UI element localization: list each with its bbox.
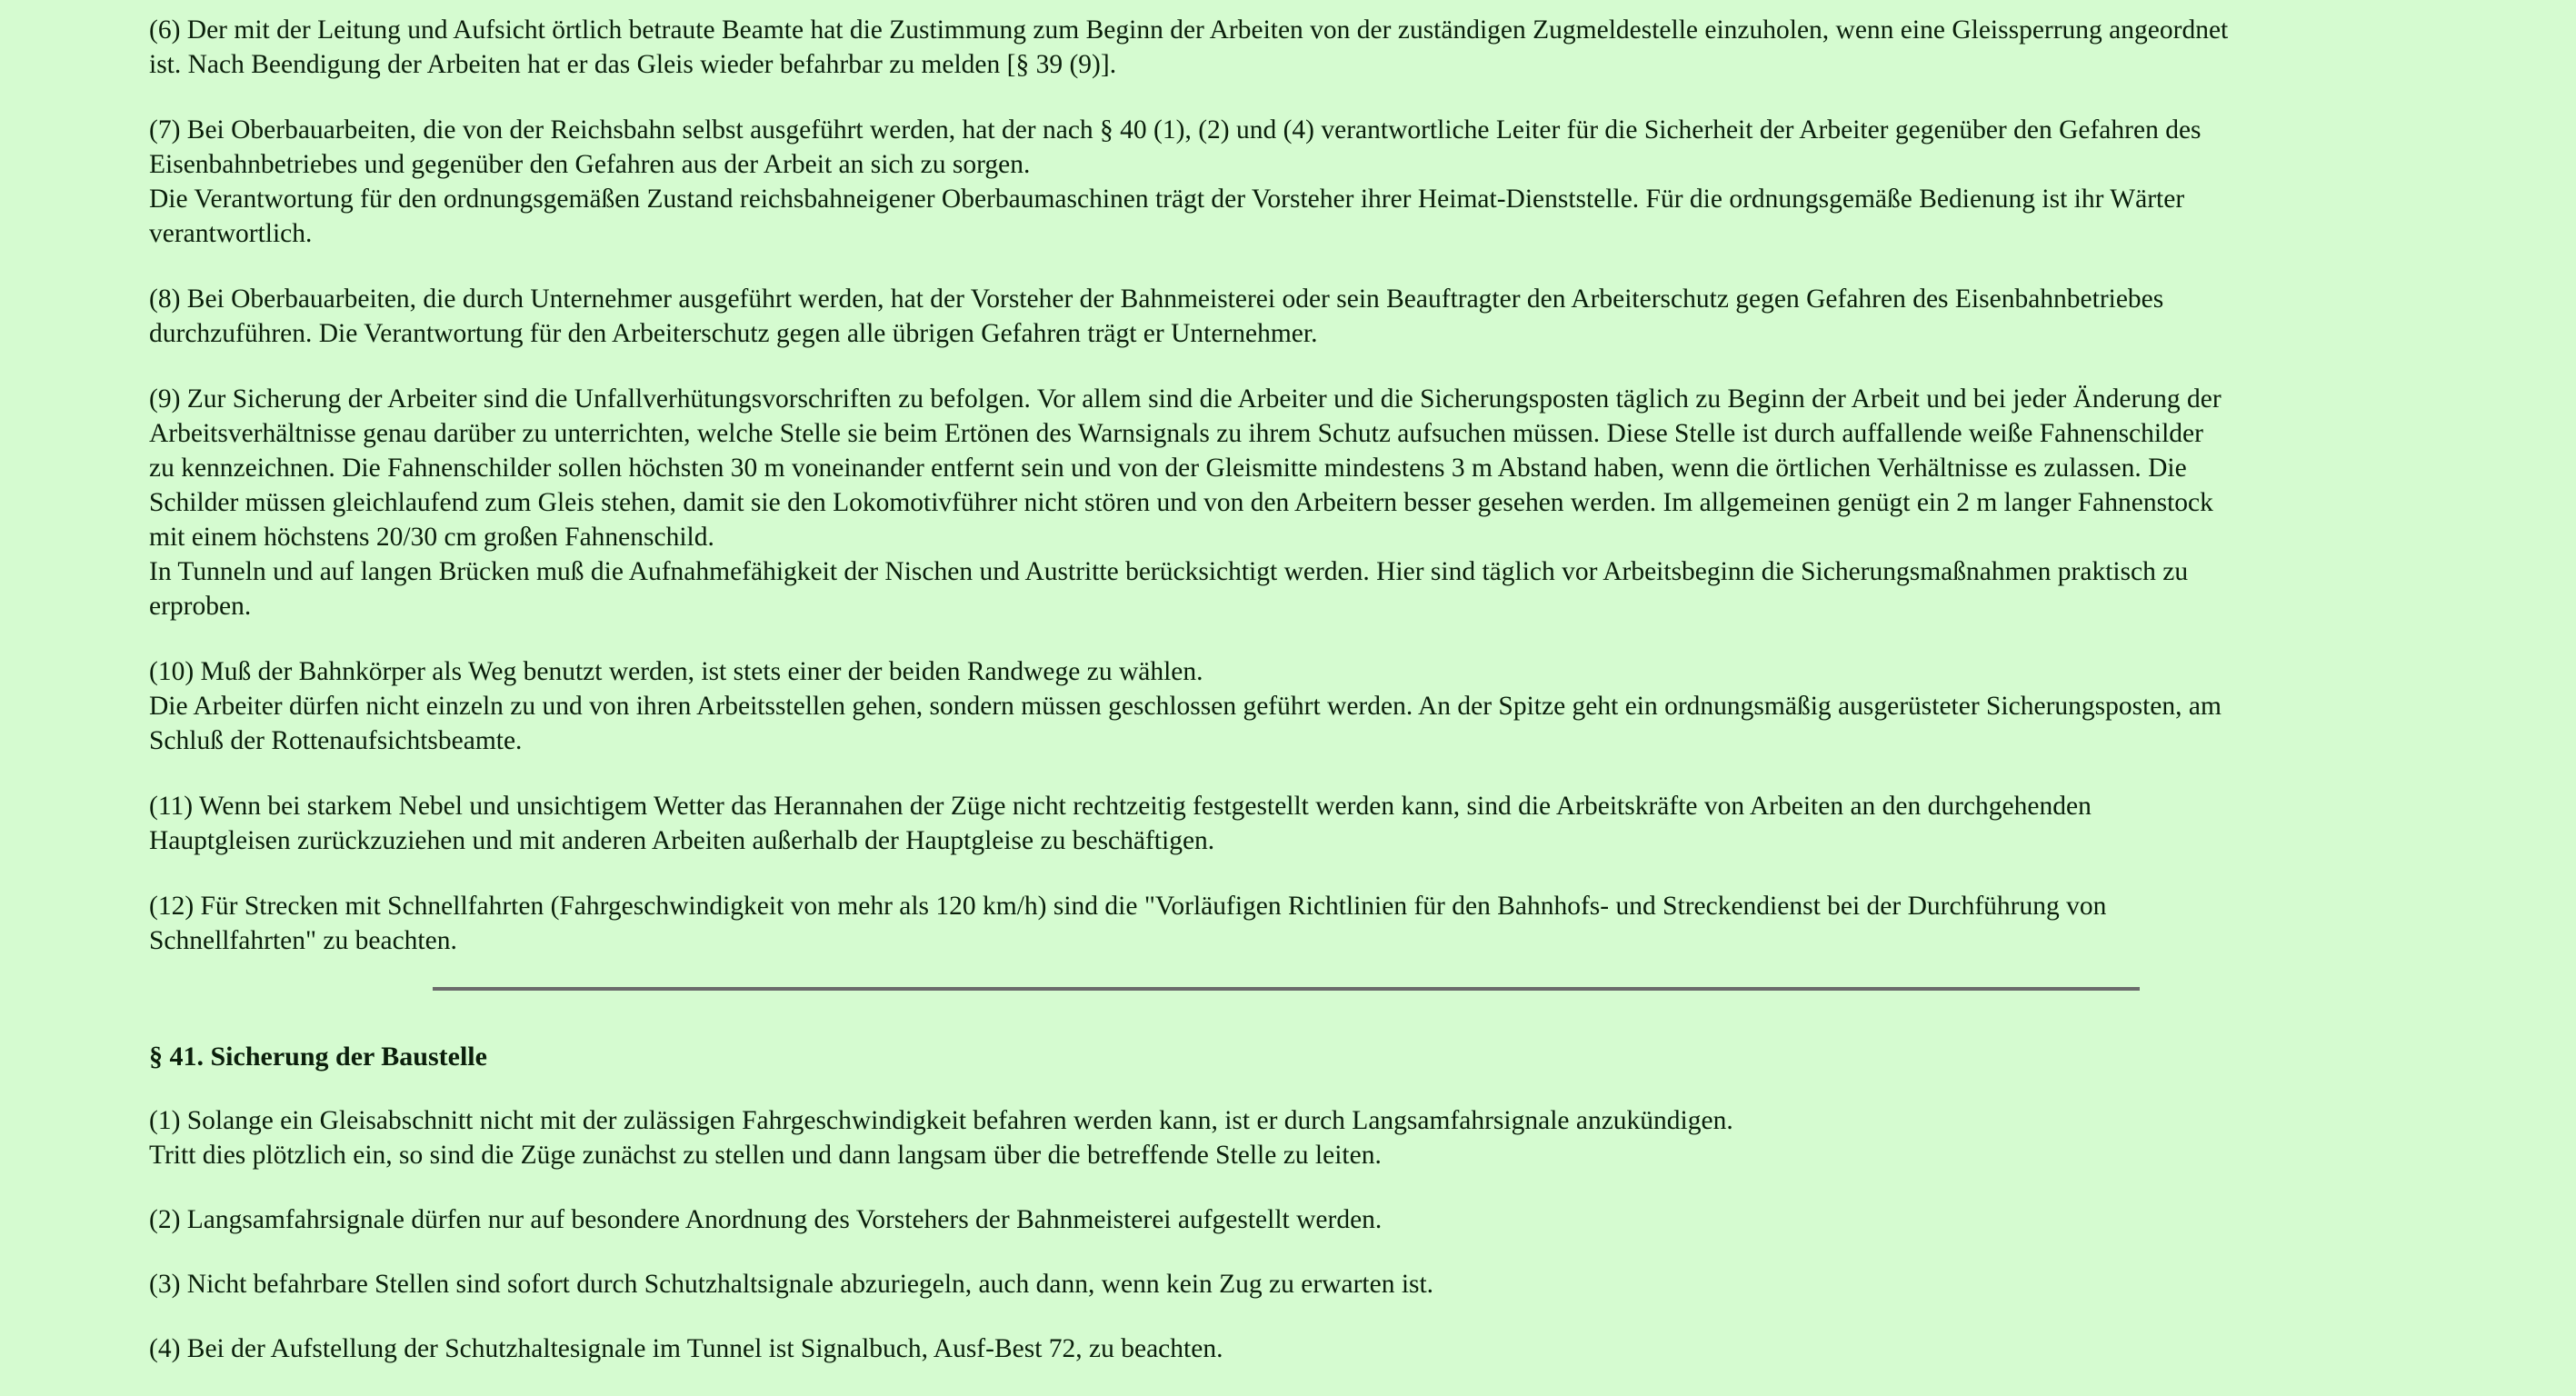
paragraph-9: (9) Zur Sicherung der Arbeiter sind die Unfallverhütungsvorschriften zu befolgen. Vor allem sind die Arbeiter und die Sicherungsposten täglich zu Beginn der Arbeit und bei jeder Änderung der Arbeitsverhältnisse genau darüber zu unterrichten, welche Stelle sie beim Ertönen des Warnsignals zu ihrem Schutz aufsuchen müssen. Diese Stelle ist durch auffallende weiße Fahnenschilder zu kennzeichnen. Die Fahnenschilder sollen höchsten 30 m voneinander entfernt sein und von der Gleismitte mindestens 3 m Abstand haben, wenn die örtlichen Verhältnisse es zulassen. Die Schilder müssen gleichlaufend zum Gleis stehen, damit sie den Lokomotivführer nicht stören und von den Arbeitern besser gesehen werden. Im allgemeinen genügt ein 2 m langer Fahnenstock mit einem höchstens 20/30 cm großen Fahnenschild. In Tunneln und auf langen Brücken muß die Aufnahmefähigkeit der Nischen und Austritte berücksichtigt werden. Hier sind täglich vor Arbeitsbeginn die Sicherungsmaßnahmen praktisch zu erproben.	[149, 384, 2222, 621]
paragraph-6: (6) Der mit der Leitung und Aufsicht örtlich betraute Beamte hat die Zustimmung zum Beginn der Arbeiten von der zuständigen Zugmeldestelle einzuholen, wenn eine Gleissperrung angeordnet ist. Nach Beendigung der Arbeiten hat er das Gleis wieder befahrbar zu melden [§ 39 (9)].	[149, 15, 2229, 79]
paragraph-10: (10) Muß der Bahnkörper als Weg benutzt werden, ist stets einer der beiden Randwege zu wählen. Die Arbeiter dürfen nicht einzeln zu und von ihren Arbeitsstellen gehen, sondern müssen geschlossen geführt werden. An der Spitze geht ein ordnungsmäßig ausgerüsteter Sicherungsposten, am Schluß der Rottenaufsichtsbeamte.	[149, 657, 2222, 755]
paragraph-12: (12) Für Strecken mit Schnellfahrten (Fahrgeschwindigkeit von mehr als 120 km/h) sind die "Vorläufigen Richtlinien für den Bahnhofs- und Streckendienst bei der Durchführung von Schnellfahrten" zu beachten.	[149, 892, 2107, 955]
section-41-paragraph-4: (4) Bei der Aufstellung der Schutzhaltesignale im Tunnel ist Signalbuch, Ausf-Best 72, zu beachten.	[149, 1334, 1223, 1363]
section-divider	[433, 987, 2140, 991]
section-40-body	[149, 13, 2440, 989]
paragraph-8: (8) Bei Oberbauarbeiten, die durch Unternehmer ausgeführt werden, hat der Vorsteher der Bahnmeisterei oder sein Beauftragter den Arbeiterschutz gegen Gefahren des Eisenbahnbetriebes durchzuführen. Die Verantwortung für den Arbeiterschutz gegen alle übrigen Gefahren trägt er Unternehmer.	[149, 284, 2164, 348]
paragraph-7: (7) Bei Oberbauarbeiten, die von der Reichsbahn selbst ausgeführt werden, hat der nach § 40 (1), (2) und (4) verantwortliche Leiter für die Sicherheit der Arbeiter gegenüber den Gefahren des Eisenbahnbetriebes und gegenüber den Gefahren aus der Arbeit an sich zu sorgen. Die Verantwortung für den ordnungsgemäßen Zustand reichsbahneigener Oberbaumaschinen trägt der Vorsteher ihrer Heimat-Dienststelle. Für die ordnungsgemäße Bedienung ist ihr Wärter verantwortlich.	[149, 115, 2202, 248]
section-41-paragraph-3: (3) Nicht befahrbare Stellen sind sofort durch Schutzhaltsignale abzuriegeln, auch dann, wenn kein Zug zu erwarten ist.	[149, 1270, 1434, 1299]
section-41-heading: § 41. Sicherung der Baustelle	[149, 1042, 487, 1072]
section-41-paragraph-2: (2) Langsamfahrsignale dürfen nur auf besondere Anordnung des Vorstehers der Bahnmeisterei aufgestellt werden.	[149, 1205, 1383, 1234]
paragraph-11: (11) Wenn bei starkem Nebel und unsichtigem Wetter das Herannahen der Züge nicht rechtzeitig festgestellt werden kann, sind die Arbeitskräfte von Arbeiten an den durchgehenden Hauptgleisen zurückzuziehen und mit anderen Arbeiten außerhalb der Hauptgleise zu beschäftigen.	[149, 792, 2092, 855]
section-41-body	[149, 1103, 2440, 1396]
section-41-paragraph-1: (1) Solange ein Gleisabschnitt nicht mit der zulässigen Fahrgeschwindigkeit befahren werden kann, ist er durch Langsamfahrsignale anzukündigen. Tritt dies plötzlich ein, so sind die Züge zunächst zu stellen und dann langsam über die betreffende Stelle zu leiten.	[149, 1106, 1733, 1170]
